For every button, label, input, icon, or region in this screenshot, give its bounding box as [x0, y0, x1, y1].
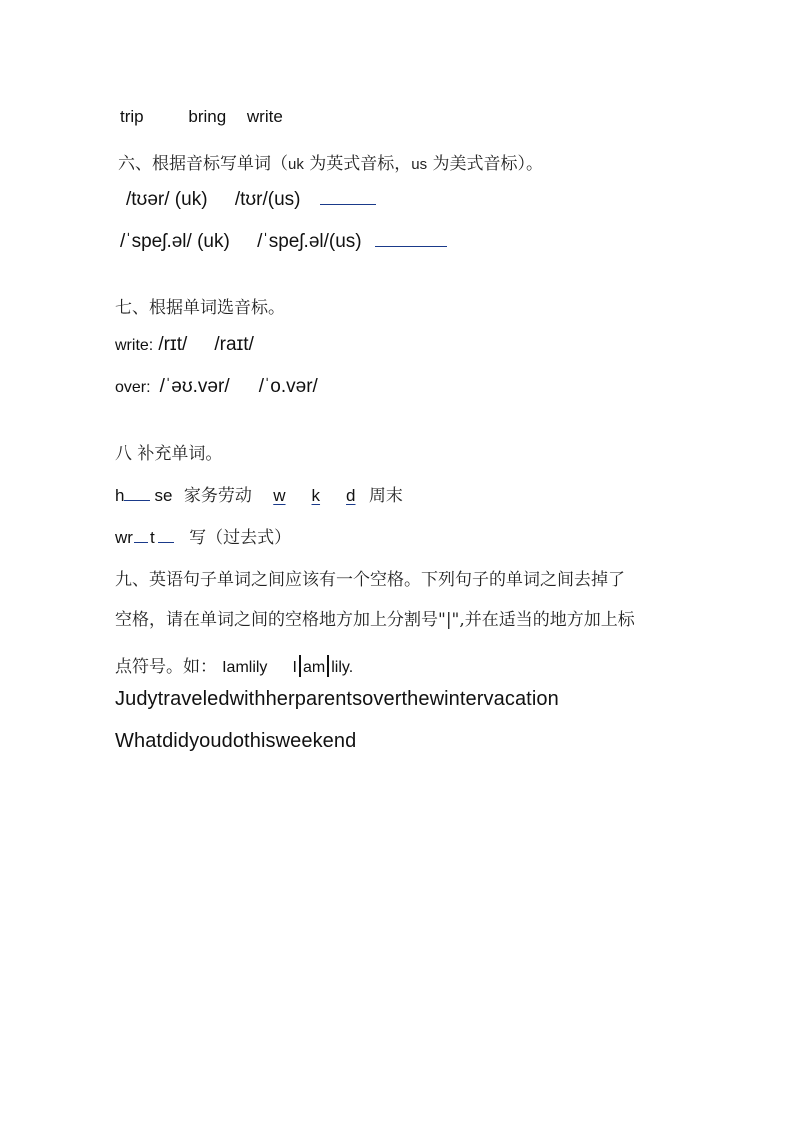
- q1-word: write:: [115, 337, 154, 354]
- answer-blank-2[interactable]: [375, 245, 447, 247]
- section-9-text-2: 空格，请在单词之间的空格地方加上分割号"|",并在适当的地方加上标: [115, 610, 635, 630]
- q1-option-1[interactable]: /rɪt/: [158, 334, 188, 355]
- fill-weekend[interactable]: w k d: [273, 486, 356, 505]
- section-7-q1: [115, 334, 254, 356]
- section-7-q2: [115, 376, 318, 398]
- sentence-2[interactable]: Whatdidyoudothisweekend: [115, 730, 357, 752]
- sentence-1[interactable]: Judytraveledwithherparentsoverthewintervacation: [115, 688, 559, 710]
- meaning-wrote: 写（过去式）: [189, 528, 292, 548]
- word-bring: bring: [188, 107, 227, 126]
- phonetic-us-1: /tʊr/(us): [234, 189, 301, 210]
- section-7-title: 七、根据单词选音标。: [115, 298, 285, 318]
- q2-option-2[interactable]: /ˈo.vər/: [258, 376, 318, 397]
- section-6-row-1: [126, 189, 376, 211]
- section-9-example: 点符号。如： Iamlily I am lily.: [115, 657, 354, 677]
- section-6-title: 六、根据音标写单词（uk 为英式音标，us 为美式音标）。: [118, 154, 543, 174]
- q1-option-2[interactable]: /raɪt/: [214, 334, 254, 355]
- word-write: write: [246, 107, 283, 126]
- fill-wr: wr: [115, 528, 133, 547]
- phonetic-uk-1: /tʊər/ (uk): [126, 189, 208, 210]
- section-8-title: 八 补充单词。: [115, 444, 223, 464]
- section-8-q2: [115, 523, 291, 548]
- meaning-weekend: 周末: [368, 486, 403, 506]
- q2-word: over:: [115, 379, 151, 396]
- example-split: I am lily.: [293, 659, 354, 676]
- section-6-row-2: [120, 231, 447, 253]
- example-raw: Iamlily: [222, 659, 268, 676]
- section-8-q1: [115, 481, 403, 506]
- divider-mark-1: [299, 655, 301, 677]
- phonetic-uk-2: /ˈspeʃ.əl/ (uk): [120, 231, 230, 252]
- q2-option-1[interactable]: /ˈəʊ.vər/: [159, 376, 230, 397]
- blank-h[interactable]: [124, 499, 150, 501]
- fill-t: t: [149, 528, 155, 547]
- answer-blank-1[interactable]: [320, 203, 376, 205]
- word-list: [120, 107, 283, 127]
- blank-wr-2[interactable]: [158, 541, 174, 543]
- meaning-housework: 家务劳动: [183, 486, 252, 506]
- fill-se: se: [154, 486, 173, 505]
- section-9-text-1: 九、英语句子单词之间应该有一个空格。下列句子的单词之间去掉了: [115, 570, 625, 590]
- phonetic-us-2: /ˈspeʃ.əl/(us): [257, 231, 362, 252]
- word-trip: trip: [120, 107, 144, 126]
- divider-mark-2: [327, 655, 329, 677]
- fill-h: h: [115, 486, 125, 505]
- blank-wr-1[interactable]: [134, 541, 148, 543]
